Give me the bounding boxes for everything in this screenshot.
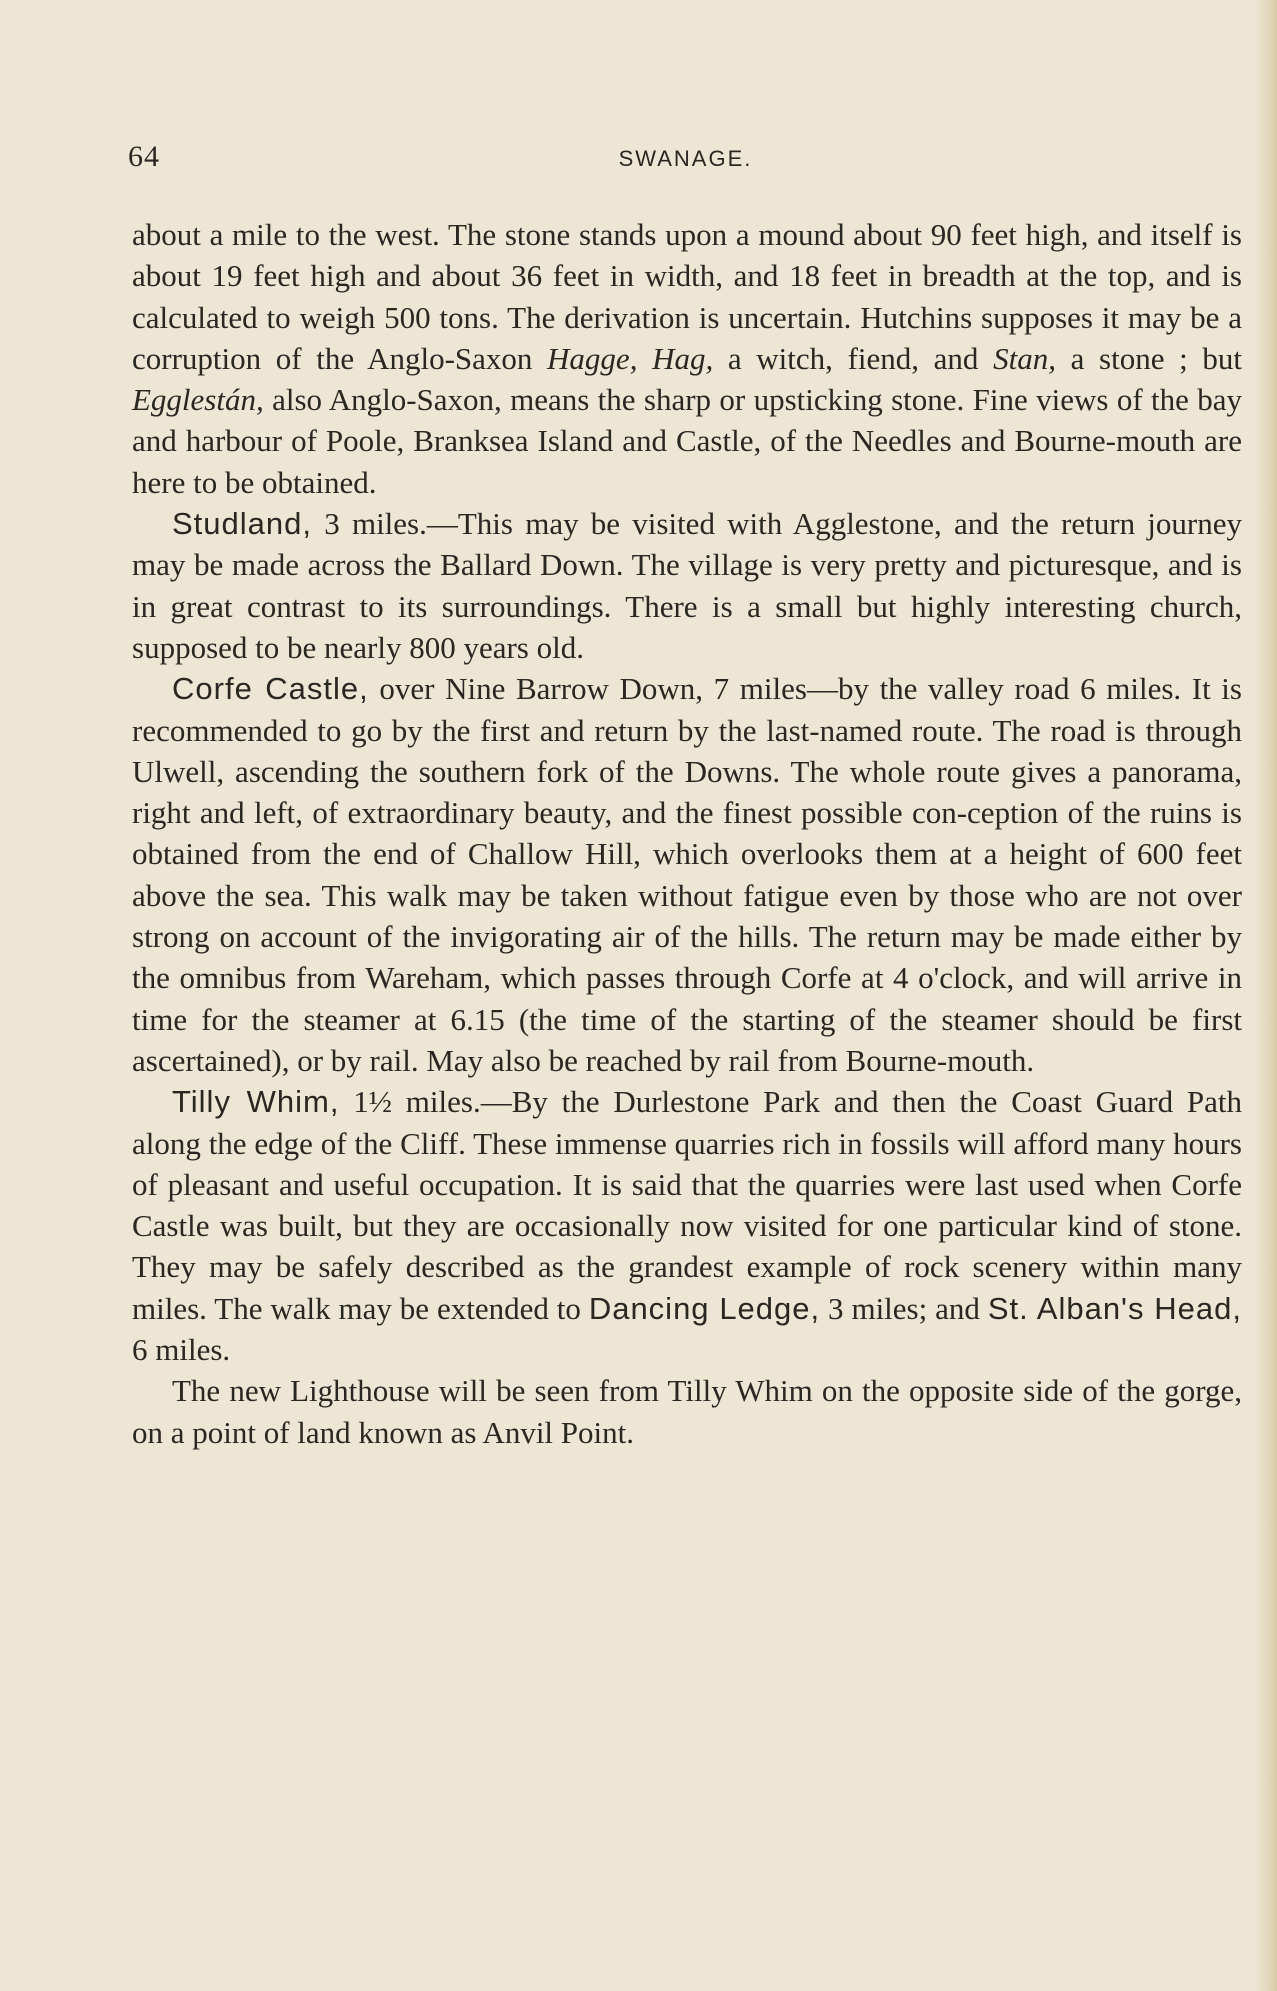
italic-term: Hagge, Hag,	[547, 340, 714, 376]
page-number: 64	[128, 140, 160, 173]
page-edge	[1255, 0, 1277, 1991]
page-header	[128, 140, 1243, 180]
paragraph-text: The new Lighthouse will be seen from Tilly Whim on the opposite side of the gorge, on a point of land known as Anvil Point.	[132, 1373, 1242, 1450]
paragraph-text: 3 miles; and	[820, 1290, 988, 1326]
paragraph-text: over Nine Barrow Down, 7 miles—by the valley road 6 miles. It is recommended to go by the first and return by the last-named route. The road is through Ulwell, ascending the southern fork of the Downs. The whole route gives a panorama, right and left, of extraordinary beauty, and the finest possible con-ception of the ruins is obtained from the end of Challow Hill, which overlooks them at a height of 600 feet above the sea. This walk may be taken without fatigue even by those who are not over strong on account of the invigorating air of the hills. The return may be made either by the omnibus from Wareham, which passes through Corfe at 4 o'clock, and will arrive in time for the steamer at 6.15 (the time of the starting of the steamer should be first ascertained), or by rail. May also be reached by rail from Bourne-mouth.	[132, 671, 1242, 1078]
paragraph-studland	[132, 503, 1242, 668]
section-heading-tilly-whim: Tilly Whim,	[172, 1084, 340, 1120]
body-text	[132, 214, 1242, 1453]
paragraph-text: about a mile to the west. The stone stands upon a mound about 90 feet high, and itself is about 19 feet high and about 36 feet in width, and 18 feet in breadth at the top, and is calculated to weigh 500 tons. The derivation is uncertain. Hutchins supposes it may be a corruption of the Anglo-Saxon	[132, 217, 1242, 376]
paragraph-text: 1½ miles.—By the Durlestone Park and then the Coast Guard Path along the edge of the Cliff. These immense quarries rich in fossils will afford many hours of pleasant and useful occupation. It is said that the quarries were last used when Corfe Castle was built, but they are occasionally now visited for one particular kind of stone. They may be safely described as the grandest example of rock scenery within many miles. The walk may be extended to	[132, 1084, 1242, 1326]
place-st-albans-head: St. Alban's Head,	[987, 1290, 1242, 1326]
paragraph-text: 3 miles.—This may be visited with Agglestone, and the return journey may be made across the Ballard Down. The village is very pretty and picturesque, and is in great contrast to its surroundings. There is a small but highly interesting church, supposed to be nearly 800 years old.	[132, 506, 1242, 665]
paragraph-agglestone	[132, 214, 1242, 503]
italic-term: Egglestán,	[132, 382, 264, 418]
paragraph-text: 6 miles.	[132, 1332, 231, 1368]
section-heading-studland: Studland,	[172, 506, 312, 542]
running-head: SWANAGE.	[618, 146, 753, 171]
paragraph-corfe-castle	[132, 668, 1242, 1081]
paragraph-text: a witch, fiend, and	[713, 340, 994, 376]
paragraph-text: a stone ; but	[1055, 340, 1242, 376]
italic-term: Stan,	[993, 340, 1056, 376]
section-heading-corfe-castle: Corfe Castle,	[172, 671, 369, 707]
paragraph-tilly-whim	[132, 1081, 1242, 1370]
paragraph-lighthouse	[132, 1370, 1242, 1453]
paragraph-text: also Anglo-Saxon, means the sharp or upsticking stone. Fine views of the bay and harbour of Poole, Branksea Island and Castle, of the Needles and Bourne-mouth are here to be obtained.	[132, 382, 1242, 500]
place-dancing-ledge: Dancing Ledge,	[588, 1290, 821, 1326]
